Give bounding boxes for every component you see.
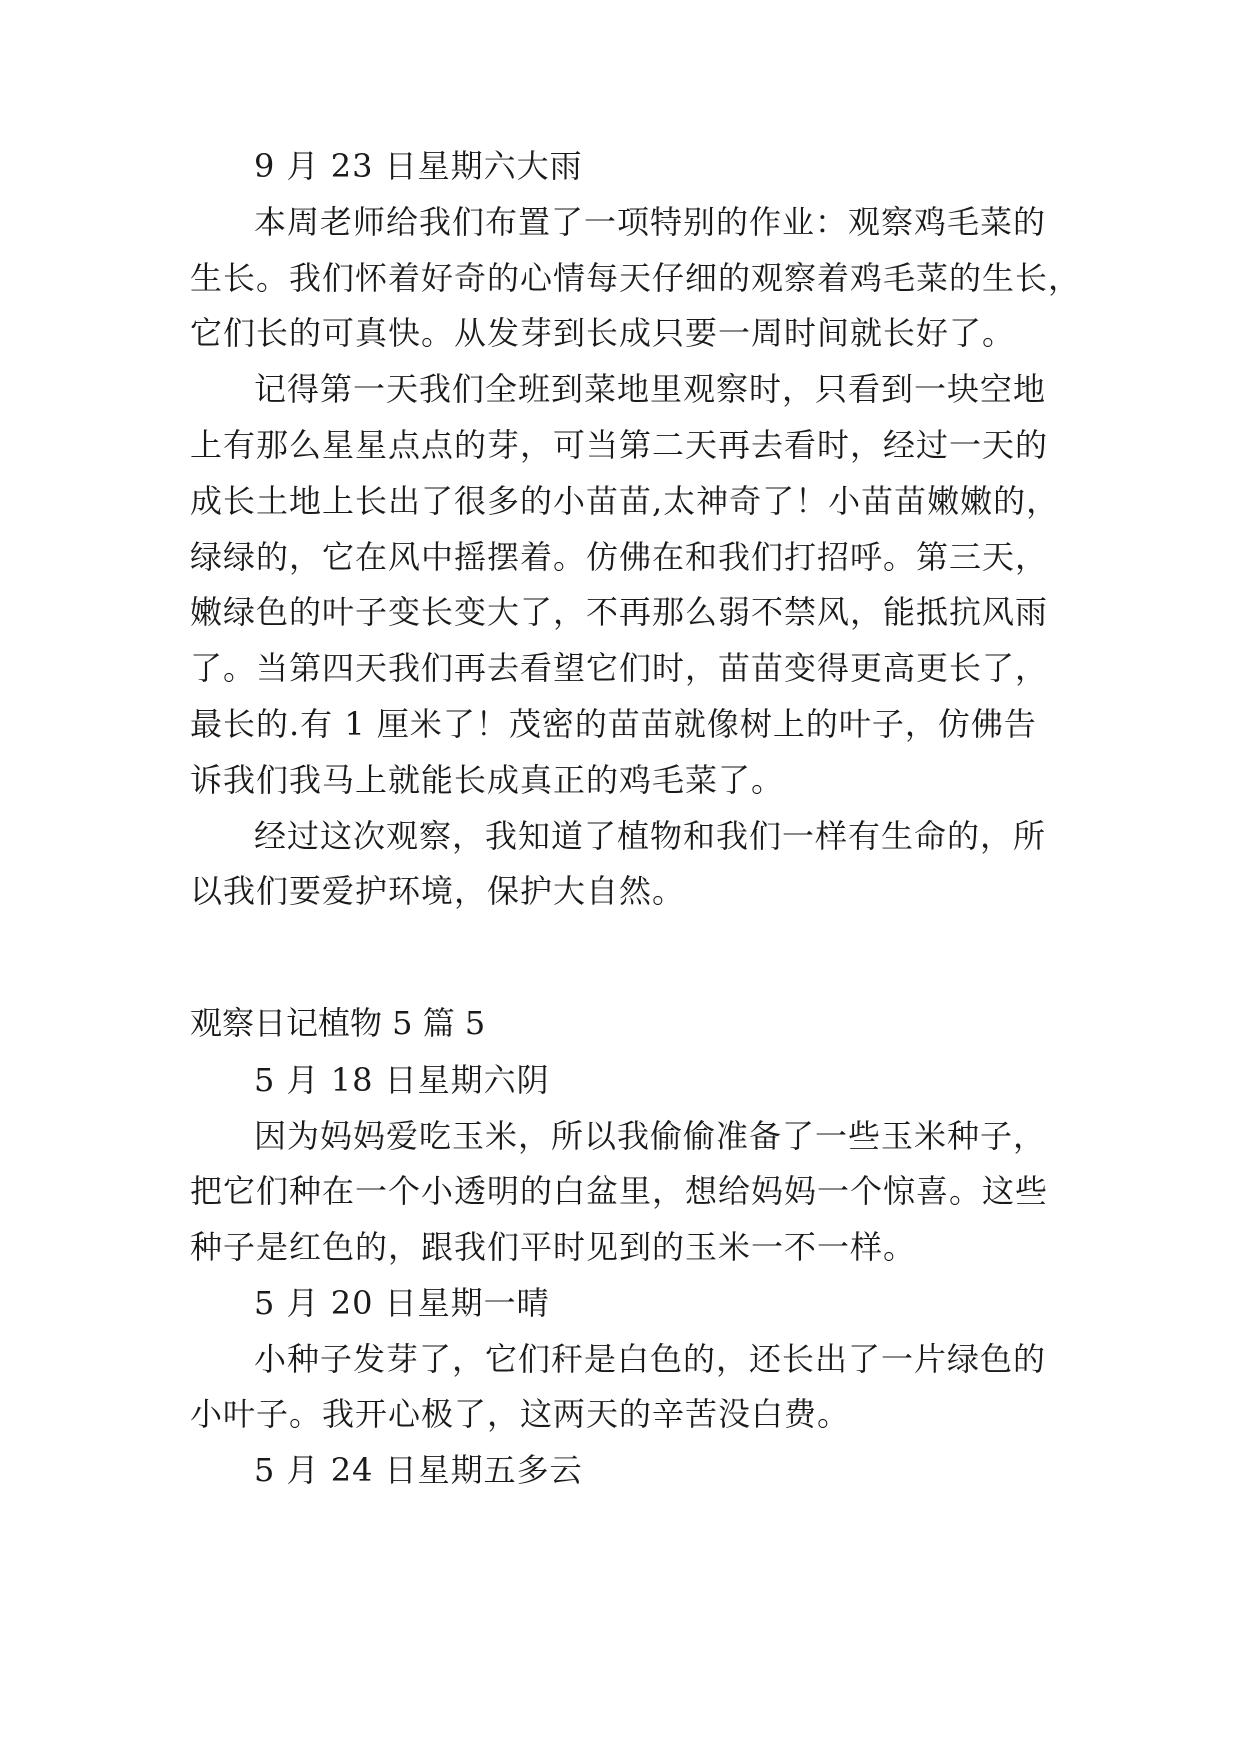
- paragraph-line: 它们长的可真快。从发芽到长成只要一周时间就长好了。: [190, 314, 1016, 352]
- entry-date: 5 月 24 日星期五多云: [254, 1451, 583, 1489]
- paragraph-line: 把它们种在一个小透明的白盆里，想给妈妈一个惊喜。这些: [190, 1172, 1049, 1210]
- paragraph-line: 记得第一天我们全班到菜地里观察时，只看到一块空地: [254, 370, 1047, 408]
- paragraph-line: 诉我们我马上就能长成真正的鸡毛菜了。: [190, 761, 785, 799]
- paragraph-line: 生长。我们怀着好奇的心情每天仔细的观察着鸡毛菜的生长，: [190, 259, 1082, 297]
- paragraph-line: 最长的.有 1 厘米了！茂密的苗苗就像树上的叶子，仿佛告: [190, 705, 1037, 743]
- paragraph-line: 绿绿的，它在风中摇摆着。仿佛在和我们打招呼。第三天，: [190, 538, 1049, 576]
- entry-date: 9 月 23 日星期六大雨: [254, 147, 583, 185]
- paragraph-line: 了。当第四天我们再去看望它们时，苗苗变得更高更长了，: [190, 649, 1049, 687]
- paragraph-line: 小种子发芽了，它们秆是白色的，还长出了一片绿色的: [254, 1340, 1047, 1378]
- paragraph-line: 以我们要爱护环境，保护大自然。: [190, 872, 686, 910]
- paragraph-line: 上有那么星星点点的芽，可当第二天再去看时，经过一天的: [190, 426, 1049, 464]
- paragraph-line: 成长土地上长出了很多的小苗苗,太神奇了！小苗苗嫩嫩的，: [190, 482, 1060, 520]
- entry-date: 5 月 18 日星期六阴: [254, 1061, 550, 1099]
- section-title: 观察日记植物 5 篇 5: [190, 1004, 486, 1042]
- paragraph-line: 嫩绿色的叶子变长变大了，不再那么弱不禁风，能抵抗风雨: [190, 593, 1049, 631]
- paragraph-line: 经过这次观察，我知道了植物和我们一样有生命的，所: [254, 817, 1047, 855]
- paragraph-line: 因为妈妈爱吃玉米，所以我偷偷准备了一些玉米种子，: [254, 1117, 1047, 1155]
- paragraph-line: 小叶子。我开心极了，这两天的辛苦没白费。: [190, 1395, 851, 1433]
- paragraph-line: 种子是红色的，跟我们平时见到的玉米一不一样。: [190, 1228, 917, 1266]
- entry-date: 5 月 20 日星期一晴: [254, 1284, 550, 1322]
- paragraph-line: 本周老师给我们布置了一项特别的作业：观察鸡毛菜的: [254, 203, 1047, 241]
